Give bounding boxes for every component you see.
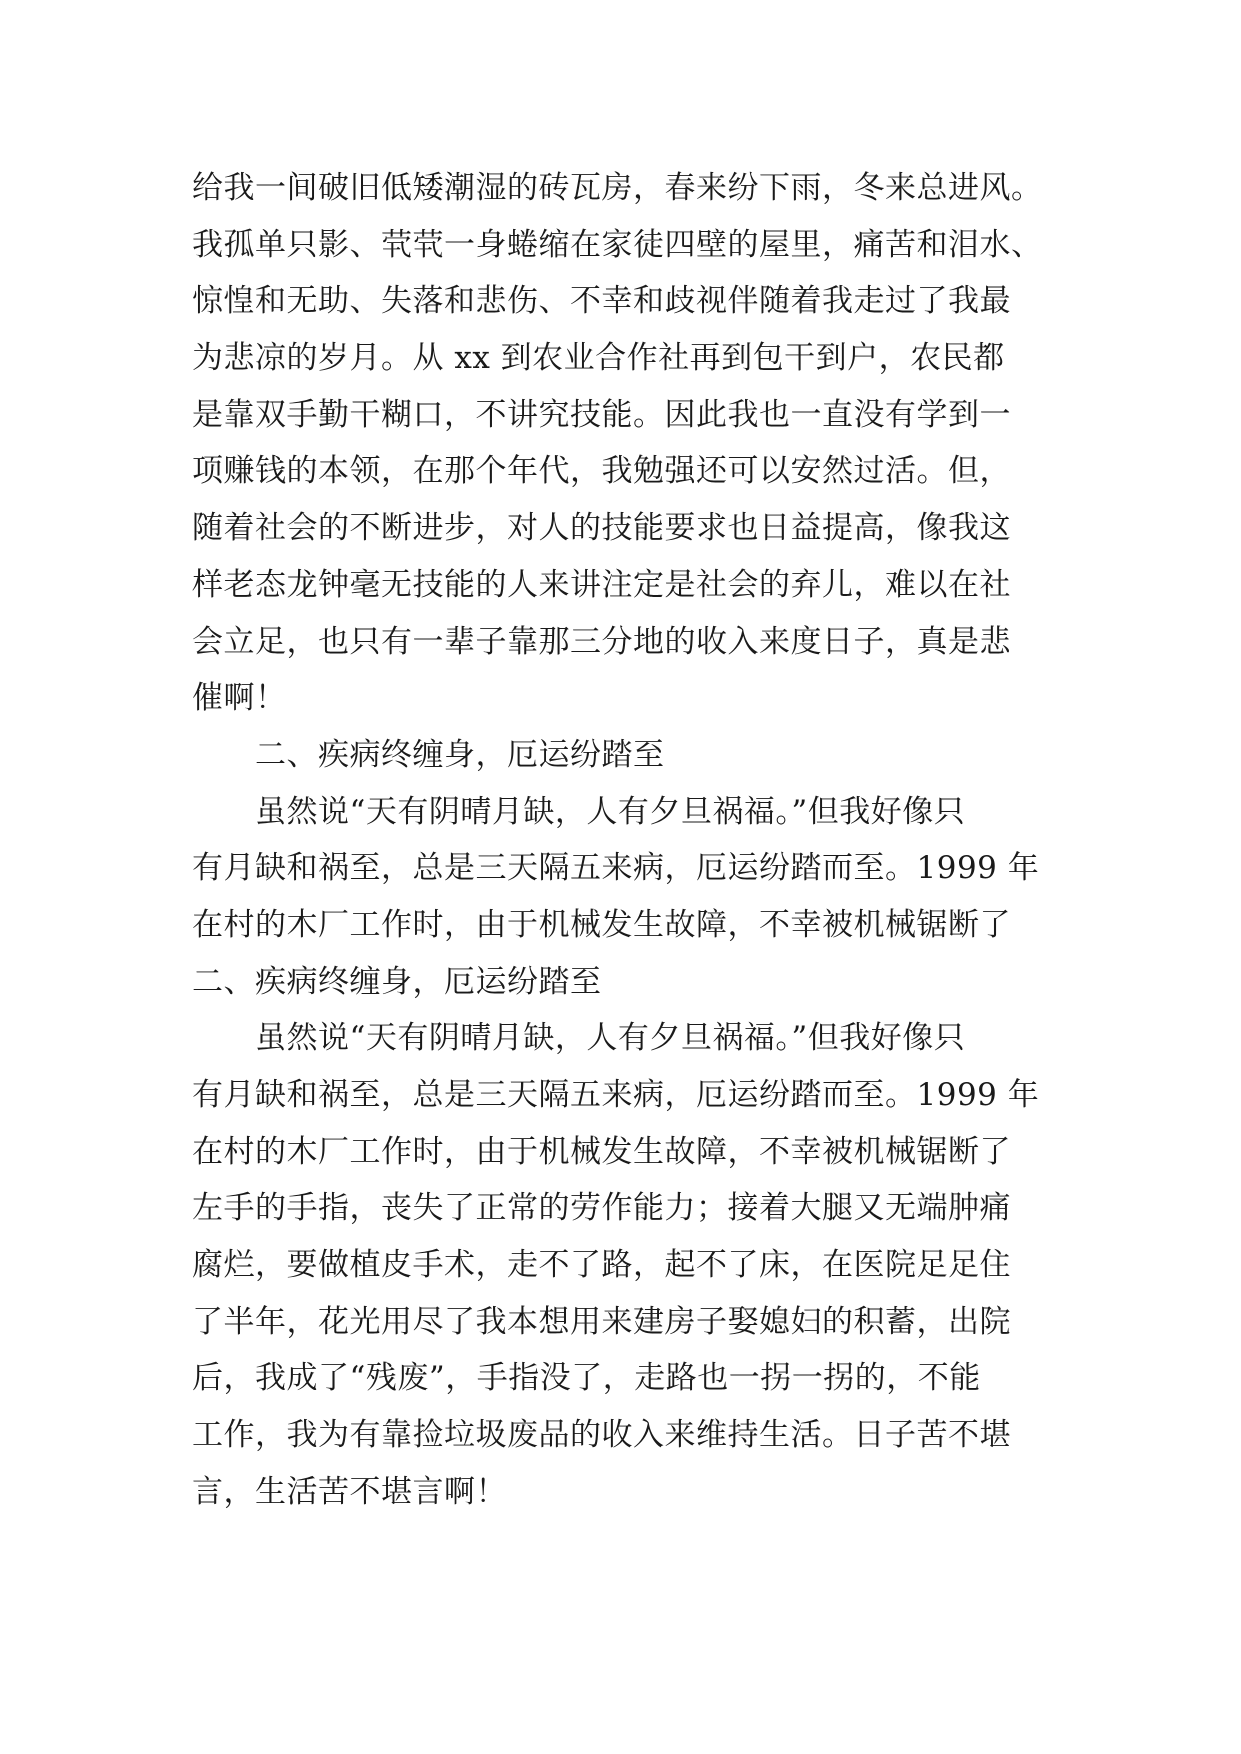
document-body: [192, 160, 1052, 1521]
text-line: 腐烂，要做植皮手术，走不了路，起不了床，在医院足足住: [192, 1247, 1011, 1284]
text-line: 言，生活苦不堪言啊！: [192, 1473, 507, 1510]
text-line: 在村的木厂工作时，由于机械发生故障，不幸被机械锯断了: [192, 906, 1011, 943]
text-line: 是靠双手勤干糊口，不讲究技能。因此我也一直没有学到一: [192, 396, 1011, 433]
text-line: 虽然说“天有阴晴月缺，人有夕旦祸福。”但我好像只: [255, 1020, 966, 1057]
text-line: 虽然说“天有阴晴月缺，人有夕旦祸福。”但我好像只: [255, 793, 966, 830]
text-line: 有月缺和祸至，总是三天隔五来病，厄运纷踏而至。1999 年: [192, 850, 1040, 887]
section-heading: 二、疾病终缠身，厄运纷踏至: [255, 736, 665, 773]
text-line: 随着社会的不断进步，对人的技能要求也日益提高，像我这: [192, 510, 1011, 547]
text-line: 有月缺和祸至，总是三天隔五来病，厄运纷踏而至。1999 年: [192, 1077, 1040, 1113]
text-line: 项赚钱的本领，在那个年代，我勉强还可以安然过活。但，: [192, 453, 1011, 490]
section-heading: 二、疾病终缠身，厄运纷踏至: [192, 963, 602, 1000]
text-line: 了半年，花光用尽了我本想用来建房子娶媳妇的积蓄，出院: [192, 1303, 1011, 1340]
text-line: 为悲凉的岁月。从 xx 到农业合作社再到包干到户，农民都: [192, 340, 1005, 377]
text-line: 后，我成了“残废”，手指没了，走路也一拐一拐的，不能: [192, 1360, 981, 1397]
text-line: 样老态龙钟毫无技能的人来讲注定是社会的弃儿，难以在社: [192, 566, 1011, 603]
text-line: 会立足，也只有一辈子靠那三分地的收入来度日子，真是悲: [192, 623, 1011, 660]
text-line: 左手的手指，丧失了正常的劳作能力；接着大腿又无端肿痛: [192, 1190, 1011, 1227]
text-line: 我孤单只影、茕茕一身蜷缩在家徒四壁的屋里，痛苦和泪水、: [192, 226, 1043, 263]
text-line: 在村的木厂工作时，由于机械发生故障，不幸被机械锯断了: [192, 1133, 1011, 1170]
text-line: 催啊！: [192, 680, 287, 717]
text-line: 给我一间破旧低矮潮湿的砖瓦房，春来纷下雨，冬来总进风。: [192, 170, 1043, 206]
text-line: 惊惶和无助、失落和悲伤、不幸和歧视伴随着我走过了我最: [192, 283, 1011, 320]
text-line: 工作，我为有靠捡垃圾废品的收入来维持生活。日子苦不堪: [192, 1417, 1011, 1454]
